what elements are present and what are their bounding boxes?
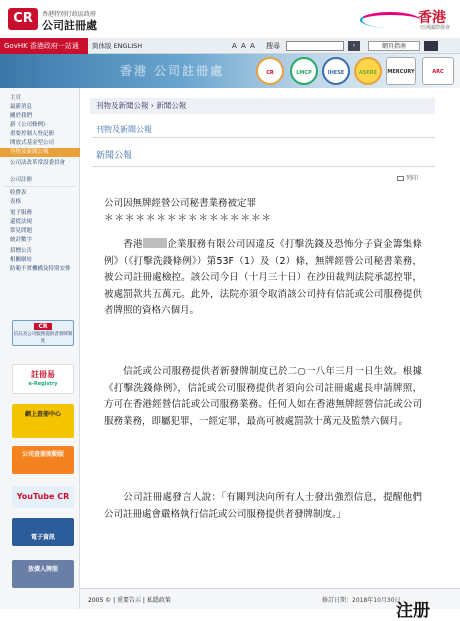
promo-mobile-search[interactable] xyxy=(12,446,74,474)
contact-icon[interactable] xyxy=(424,41,438,51)
paragraph-text: 企業服務有限公司因違反《打擊洗錢及恐怖分子資金籌集條例》（《打擊洗錢條例》）第53F（1）及（2）條，無牌經營公司秘書業務，被公司註冊處檢控。該公司今日（十月三十日）在沙田裁判法院承認控罪，被處罰款共五萬元。此外，法院亦須令取消該公司持有信託或公司服務提供者牌照的資格六個月。 xyxy=(104,239,422,316)
section-title: 刊物及新聞公報 xyxy=(96,125,152,134)
promo-tcsp-licensing[interactable] xyxy=(12,320,74,346)
font-size-controls[interactable]: A A A xyxy=(232,42,256,50)
sidebar-item-home[interactable]: 主頁 xyxy=(10,95,22,101)
brand-subtitle: 亞洲國際都會 xyxy=(420,25,451,31)
promo-youtube[interactable] xyxy=(12,486,74,508)
search-input[interactable] xyxy=(286,41,344,51)
sidebar-item-fraud[interactable]: 防範不實機構及特別安排 xyxy=(10,266,71,272)
award-badge[interactable]: LMCP xyxy=(290,57,318,85)
sidebar-item-e-services[interactable]: 電子服務 xyxy=(10,210,33,216)
registry-name: 公司註冊處 xyxy=(42,19,97,32)
award-badge[interactable]: CR xyxy=(256,57,284,85)
divider xyxy=(92,166,435,167)
promo-label: 網上查冊中心 xyxy=(24,411,61,418)
print-label: 列印 xyxy=(406,175,419,182)
sidebar-item-incorporation[interactable]: 公司註冊 xyxy=(10,177,33,183)
promo-cyber-search[interactable] xyxy=(12,404,74,438)
promo-e-registry[interactable] xyxy=(12,364,74,394)
award-badge[interactable]: ASERE xyxy=(354,57,382,85)
banner-text: 香港 公司註冊處 xyxy=(120,64,225,78)
search-icon[interactable]: › xyxy=(348,41,360,51)
promo-label: 信託及公司服務提供者發牌制度 xyxy=(13,332,73,344)
paragraph-text: 信託或公司服務提供者新發牌制度已於二○一八年三月一日生效。根據《打擊洗錢條例》，信託或公司服務提供者須向公司註冊處處長申請牌照，方可在香港經營信託或公司服務業務。任何人如在香港無牌經營信託或公司服務業務，即屬犯罪，一經定罪，最高可被處罰款十萬元及監禁六個月。 xyxy=(104,366,422,427)
breadcrumb[interactable]: 刊物及新聞公報 › 新聞公報 xyxy=(90,98,435,114)
footer-links[interactable]: 2005 © | 重要告示 | 私隱政策 xyxy=(88,597,171,604)
award-badge[interactable]: IHESE xyxy=(322,57,350,85)
press-release-paragraph xyxy=(104,237,422,320)
award-badge[interactable]: ARC xyxy=(422,57,454,85)
sidebar-item-faq[interactable]: 常見問題 xyxy=(10,228,33,234)
sidebar-item-new-ordinance[interactable]: 新《公司條例》 xyxy=(10,122,49,128)
sidebar-item-tenders[interactable]: 招標公告 xyxy=(10,248,33,254)
language-links[interactable]: 简体版 ENGLISH xyxy=(92,42,143,50)
promo-money-lenders[interactable] xyxy=(12,560,74,588)
award-badge[interactable]: MERCURY xyxy=(386,57,416,85)
sidebar xyxy=(0,88,80,609)
promo-label: YouTube CR xyxy=(16,492,70,501)
promo-tag: 註冊易 xyxy=(31,370,55,379)
sidebar-item-ofc[interactable]: 開放式基金型公司 xyxy=(10,140,55,146)
sidebar-item-fees[interactable]: 收費表 xyxy=(10,190,27,196)
divider xyxy=(92,137,435,138)
page-title: 新聞公報 xyxy=(96,151,133,161)
govhk-link[interactable]: GovHK 香港政府一站通 xyxy=(0,38,88,54)
search-label: 搜尋 xyxy=(266,42,280,50)
press-release-paragraph xyxy=(104,490,422,523)
press-release-headline: 公司因無牌經營公司秘書業務被定罪 xyxy=(104,198,257,209)
sidebar-item-scclr[interactable]: 公司法改革常設委員會 xyxy=(10,160,66,166)
brand-word: 香港 xyxy=(418,10,446,26)
watermark-text: 注册 xyxy=(396,601,430,621)
sidebar-item-news[interactable]: 最新消息 xyxy=(10,104,33,110)
sitemap-button[interactable]: 網頁指南 xyxy=(368,41,420,51)
dragon-wave-icon xyxy=(360,12,420,28)
utility-bar xyxy=(0,38,460,54)
promo-label: e-Registry xyxy=(28,381,58,387)
promo-tag: CR xyxy=(34,323,51,330)
sidebar-item-about[interactable]: 關於我們 xyxy=(10,113,33,119)
companies-registry-logo[interactable]: CR xyxy=(8,8,38,30)
paragraph-text: 公司註冊處發言人說：「有關判決向所有人士發出強烈信息，提醒他們公司註冊處會嚴格執行信託或公司服務提供者發牌制度。」 xyxy=(104,492,422,520)
redaction-block xyxy=(143,238,167,248)
banner xyxy=(0,54,460,88)
sidebar-item-links[interactable]: 相關網址 xyxy=(10,257,33,263)
sidebar-item-legislation[interactable]: 還從法規 xyxy=(10,219,33,225)
print-button[interactable] xyxy=(397,173,418,182)
press-release-paragraph xyxy=(104,364,422,430)
press-release-separator: ＊＊＊＊＊＊＊＊＊＊＊＊＊＊＊＊ xyxy=(104,213,273,224)
paragraph-text: 香港 xyxy=(123,239,143,250)
top-header xyxy=(0,0,460,37)
promo-label: 公司查冊流動版 xyxy=(21,451,64,458)
revision-date: 修訂日期：2018年10月30日 xyxy=(322,597,401,604)
sidebar-divider xyxy=(4,186,76,187)
promo-label: 放債人牌照 xyxy=(27,566,58,573)
promo-label: 電子資訊 xyxy=(30,534,55,541)
sidebar-item-sc-register[interactable]: 重要控制人登記冊 xyxy=(10,131,55,137)
sidebar-item-statistics[interactable]: 統計數字 xyxy=(10,237,33,243)
brand-hong-kong-logo xyxy=(360,4,456,34)
sidebar-item-forms[interactable]: 表格 xyxy=(10,199,22,205)
government-name: 香港特別行政區政府 xyxy=(42,11,97,18)
promo-e-newsletter[interactable] xyxy=(12,518,74,546)
sidebar-item-publications[interactable]: 刊物及新聞公報 xyxy=(0,148,80,157)
printer-icon xyxy=(397,176,404,181)
